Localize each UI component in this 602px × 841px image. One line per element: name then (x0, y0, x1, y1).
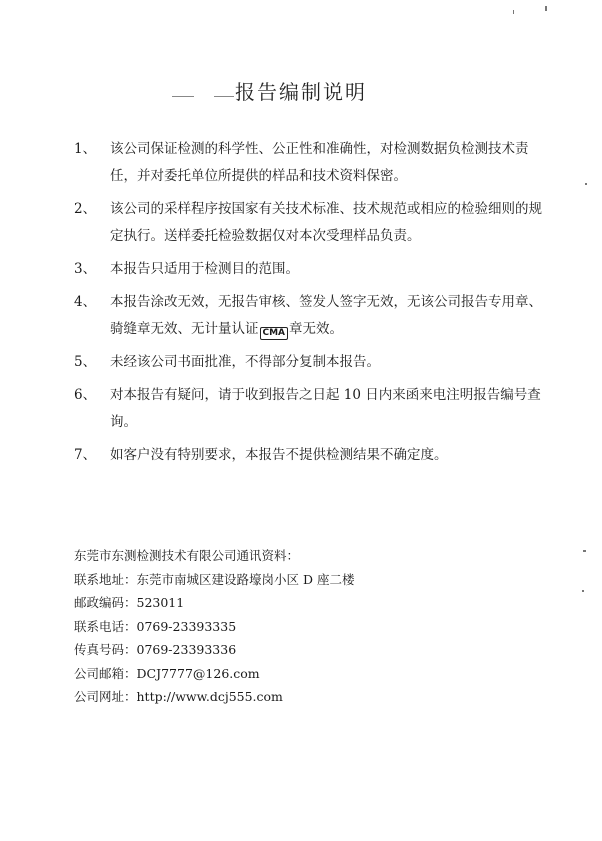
note-number: 3、 (74, 261, 97, 277)
note-text-before: 本报告涂改无效，无报告审核、签发人签字无效，无该公司报告专用章、骑缝章无效、无计量认证 (110, 294, 542, 337)
title-wrap (0, 76, 602, 105)
note-item-4 (74, 289, 544, 343)
note-item-6 (74, 382, 544, 436)
contact-heading: 东莞市东测检测技术有限公司通讯资料： (74, 548, 300, 563)
note-text: 对本报告有疑问，请于收到报告之日起 10 日内来函来电注明报告编号查询。 (110, 387, 541, 430)
note-text: 该公司的采样程序按国家有关技术标准、技术规范或相应的检验细则的规定执行。送样委托检验数据仅对本次受理样品负责。 (110, 201, 542, 244)
note-item-2 (74, 196, 544, 250)
note-text: 该公司保证检测的科学性、公正性和准确性，对检测数据负检测技术责任，并对委托单位所提供的样品和技术资料保密。 (110, 141, 529, 184)
note-item-5 (74, 349, 544, 376)
note-text: 未经该公司书面批准，不得部分复制本报告。 (110, 354, 380, 370)
contact-block (74, 544, 544, 709)
contact-postcode: 邮政编码：523011 (74, 595, 185, 610)
note-item-3 (74, 256, 544, 283)
contact-address: 联系地址：东莞市南城区建设路壕岗小区 D 座二楼 (74, 571, 355, 587)
note-item-7 (74, 442, 544, 469)
scan-speck (582, 590, 584, 592)
note-number: 2、 (74, 201, 97, 217)
scan-speck (513, 10, 514, 14)
note-text: 如客户没有特别要求，本报告不提供检测结果不确定度。 (110, 447, 448, 463)
note-number: 5、 (74, 354, 97, 370)
note-text: 本报告只适用于检测目的范围。 (110, 261, 299, 277)
page-title: 报告编制说明 (235, 80, 367, 104)
contact-fax: 传真号码：0769-23393336 (74, 642, 237, 657)
cma-mark-icon: CMA (260, 327, 289, 340)
scan-speck (583, 550, 586, 552)
note-number: 4、 (74, 294, 97, 310)
contact-phone: 联系电话：0769-23393335 (74, 618, 237, 634)
note-number: 6、 (74, 387, 97, 403)
contact-website: 公司网址：http://www.dcj555.com (74, 689, 283, 704)
note-number: 7、 (74, 447, 97, 463)
note-text-after: 章无效。 (289, 321, 344, 337)
note-item-1 (74, 136, 544, 190)
scan-speck (585, 183, 587, 185)
note-number: 1、 (74, 141, 97, 157)
contact-email: 公司邮箱：DCJ7777@126.com (74, 665, 260, 681)
scan-speck (545, 6, 547, 11)
notes-list (74, 136, 544, 475)
